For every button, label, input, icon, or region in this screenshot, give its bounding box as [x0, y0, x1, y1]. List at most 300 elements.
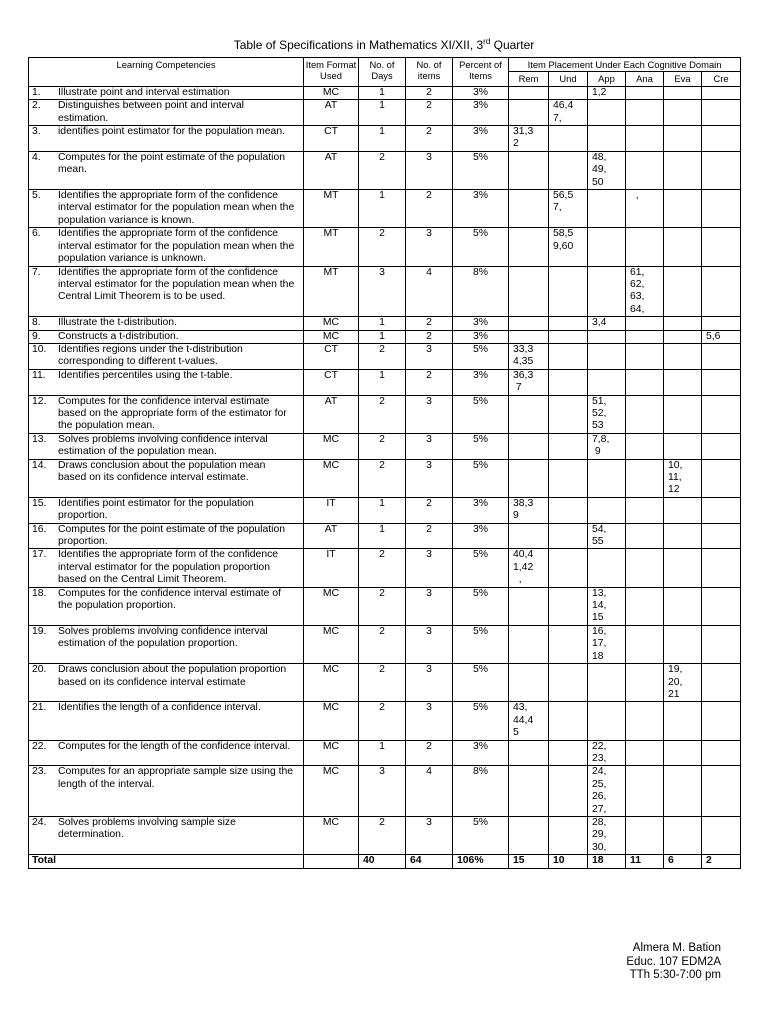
author-schedule: TTh 5:30-7:00 pm: [629, 969, 721, 981]
author-block: [520, 942, 721, 983]
competency-number: 15.: [32, 497, 47, 509]
placement-cell: [588, 702, 626, 740]
placement-cell: [588, 549, 626, 587]
percent-cell: 5%: [453, 433, 509, 459]
placement-cell: [626, 587, 664, 625]
competency-text: Draws conclusion about the population mean based on its confidence interval estimate.: [58, 459, 266, 483]
total-placement: 18: [588, 855, 626, 868]
placement-cell: [626, 549, 664, 587]
item-format-cell: AT: [304, 100, 359, 126]
table-row: [29, 664, 741, 702]
placement-cell: [702, 549, 741, 587]
competency-cell: [29, 343, 304, 369]
items-cell: 3: [406, 343, 453, 369]
days-cell: 2: [359, 433, 406, 459]
percent-cell: 3%: [453, 369, 509, 395]
percent-cell: 8%: [453, 766, 509, 817]
percent-cell: 5%: [453, 151, 509, 189]
placement-cell: [702, 702, 741, 740]
competency-number: 20.: [32, 664, 47, 676]
placement-cell: [588, 343, 626, 369]
placement-cell: 5,6: [702, 330, 741, 343]
placement-cell: [664, 100, 702, 126]
header-competencies: Learning Competencies: [29, 58, 304, 87]
table-row: [29, 395, 741, 433]
placement-cell: [702, 395, 741, 433]
header-domain: Ana: [626, 72, 664, 86]
items-cell: 3: [406, 587, 453, 625]
placement-cell: [664, 816, 702, 854]
placement-cell: [664, 702, 702, 740]
placement-cell: [549, 433, 588, 459]
table-row: [29, 497, 741, 523]
competency-cell: [29, 459, 304, 497]
item-format-cell: MT: [304, 190, 359, 228]
items-cell: 4: [406, 266, 453, 317]
table-row: [29, 317, 741, 330]
placement-cell: [664, 190, 702, 228]
item-format-cell: AT: [304, 523, 359, 549]
placement-cell: [664, 86, 702, 99]
placement-cell: 54, 55: [588, 523, 626, 549]
placement-cell: [626, 126, 664, 152]
percent-cell: 5%: [453, 702, 509, 740]
item-format-cell: MC: [304, 816, 359, 854]
placement-cell: [702, 151, 741, 189]
days-cell: 1: [359, 740, 406, 766]
competency-number: 24.: [32, 816, 47, 828]
days-cell: 2: [359, 702, 406, 740]
competency-text: Identifies the length of a confidence interval.: [58, 702, 261, 714]
total-percent: 106%: [453, 855, 509, 868]
items-cell: 3: [406, 395, 453, 433]
placement-cell: [588, 664, 626, 702]
days-cell: 2: [359, 816, 406, 854]
author-name: Almera M. Bation: [632, 942, 721, 954]
item-format-cell: MC: [304, 317, 359, 330]
placement-cell: [664, 497, 702, 523]
table-row: [29, 100, 741, 126]
item-format-cell: MC: [304, 664, 359, 702]
competency-number: 21.: [32, 702, 47, 714]
table-row: [29, 625, 741, 663]
table-row: [29, 549, 741, 587]
placement-cell: [549, 625, 588, 663]
percent-cell: 5%: [453, 395, 509, 433]
total-placement: 11: [626, 855, 664, 868]
competency-text: Identifies the appropriate form of the confidence interval estimator for the population mean when the population variance is unknown.: [58, 228, 295, 265]
placement-cell: [588, 459, 626, 497]
placement-cell: [702, 86, 741, 99]
placement-cell: 56,5 7,: [549, 190, 588, 228]
placement-cell: 38,3 9: [509, 497, 549, 523]
placement-cell: [702, 228, 741, 266]
competency-cell: [29, 625, 304, 663]
placement-cell: [626, 740, 664, 766]
placement-cell: [549, 766, 588, 817]
placement-cell: [549, 497, 588, 523]
competency-cell: [29, 702, 304, 740]
item-format-cell: IT: [304, 549, 359, 587]
percent-cell: 3%: [453, 497, 509, 523]
placement-cell: [509, 587, 549, 625]
placement-cell: [509, 523, 549, 549]
total-days: 40: [359, 855, 406, 868]
placement-cell: [626, 330, 664, 343]
placement-cell: [509, 740, 549, 766]
competency-cell: [29, 126, 304, 152]
competency-cell: [29, 228, 304, 266]
table-row: [29, 816, 741, 854]
placement-cell: [702, 497, 741, 523]
days-cell: 2: [359, 587, 406, 625]
placement-cell: [664, 433, 702, 459]
placement-cell: 48, 49, 50: [588, 151, 626, 189]
placement-cell: 46,4 7,: [549, 100, 588, 126]
header-domain: Eva: [664, 72, 702, 86]
table-row: [29, 523, 741, 549]
days-cell: 2: [359, 151, 406, 189]
competency-text: Illustrate the t-distribution.: [58, 317, 177, 329]
total-placement: 2: [702, 855, 741, 868]
days-cell: 1: [359, 100, 406, 126]
placement-cell: [664, 395, 702, 433]
placement-cell: [549, 266, 588, 317]
competency-cell: [29, 497, 304, 523]
competency-number: 7.: [32, 266, 41, 278]
placement-cell: [702, 740, 741, 766]
placement-cell: [549, 816, 588, 854]
total-placement: 10: [549, 855, 588, 868]
competency-cell: [29, 317, 304, 330]
item-format-cell: MT: [304, 266, 359, 317]
placement-cell: [664, 549, 702, 587]
items-cell: 2: [406, 126, 453, 152]
placement-cell: [702, 766, 741, 817]
item-format-cell: MC: [304, 625, 359, 663]
items-cell: 3: [406, 625, 453, 663]
item-format-cell: MC: [304, 86, 359, 99]
placement-cell: 13, 14, 15: [588, 587, 626, 625]
placement-cell: [588, 100, 626, 126]
competency-text: Constructs a t-distribution.: [58, 330, 179, 342]
placement-cell: [626, 228, 664, 266]
placement-cell: [626, 459, 664, 497]
placement-cell: [509, 100, 549, 126]
header-percent: Percent of Items: [453, 58, 509, 87]
placement-cell: [664, 523, 702, 549]
placement-cell: [509, 816, 549, 854]
placement-cell: [664, 343, 702, 369]
days-cell: 1: [359, 190, 406, 228]
items-cell: 2: [406, 330, 453, 343]
placement-cell: [702, 523, 741, 549]
days-cell: 1: [359, 330, 406, 343]
placement-cell: [702, 190, 741, 228]
percent-cell: 3%: [453, 523, 509, 549]
days-cell: 2: [359, 625, 406, 663]
items-cell: 3: [406, 228, 453, 266]
competency-cell: [29, 151, 304, 189]
table-row: [29, 740, 741, 766]
placement-cell: [509, 317, 549, 330]
competency-number: 3.: [32, 126, 41, 138]
placement-cell: [588, 497, 626, 523]
placement-cell: [702, 816, 741, 854]
table-row: [29, 702, 741, 740]
competency-cell: [29, 433, 304, 459]
placement-cell: [626, 343, 664, 369]
competency-number: 17.: [32, 549, 47, 561]
competency-text: Illustrate point and interval estimation: [58, 86, 230, 98]
placement-cell: [509, 228, 549, 266]
table-row: [29, 587, 741, 625]
total-items: 64: [406, 855, 453, 868]
percent-cell: 3%: [453, 317, 509, 330]
competency-number: 12.: [32, 395, 47, 407]
placement-cell: [702, 343, 741, 369]
placement-cell: 1,2: [588, 86, 626, 99]
percent-cell: 5%: [453, 625, 509, 663]
competency-text: Identifies the appropriate form of the confidence interval estimator for the population proportion based on the Central Limit Theorem.: [58, 549, 279, 586]
competency-number: 5.: [32, 190, 41, 202]
item-format-cell: CT: [304, 126, 359, 152]
placement-cell: [664, 587, 702, 625]
percent-cell: 5%: [453, 228, 509, 266]
competency-text: Computes for an appropriate sample size using the length of the interval.: [58, 766, 294, 790]
competency-cell: [29, 330, 304, 343]
placement-cell: [626, 369, 664, 395]
competency-number: 14.: [32, 459, 47, 471]
items-cell: 2: [406, 100, 453, 126]
competency-text: Solves problems involving confidence interval estimation of the population proportion.: [58, 625, 268, 650]
competency-text: Identifies point estimator for the population proportion.: [58, 497, 254, 522]
placement-cell: [549, 151, 588, 189]
placement-cell: [626, 816, 664, 854]
table-row: [29, 766, 741, 817]
competency-text: Identifies regions under the t-distribution corresponding to different t-values.: [58, 343, 243, 368]
header-domain: App: [588, 72, 626, 86]
item-format-cell: AT: [304, 151, 359, 189]
items-cell: 3: [406, 433, 453, 459]
competency-cell: [29, 523, 304, 549]
placement-cell: [702, 433, 741, 459]
placement-cell: [664, 369, 702, 395]
placement-cell: [626, 766, 664, 817]
placement-cell: [626, 702, 664, 740]
items-cell: 2: [406, 740, 453, 766]
header-row: [29, 58, 741, 72]
placement-cell: [509, 190, 549, 228]
placement-cell: 24, 25, 26, 27,: [588, 766, 626, 817]
days-cell: 1: [359, 126, 406, 152]
placement-cell: [664, 266, 702, 317]
table-row: [29, 369, 741, 395]
placement-cell: [549, 459, 588, 497]
days-cell: 2: [359, 395, 406, 433]
placement-cell: [509, 395, 549, 433]
placement-cell: [549, 740, 588, 766]
percent-cell: 3%: [453, 100, 509, 126]
percent-cell: 5%: [453, 664, 509, 702]
days-cell: 1: [359, 369, 406, 395]
placement-cell: [549, 369, 588, 395]
placement-cell: [702, 126, 741, 152]
placement-cell: [626, 523, 664, 549]
placement-cell: 19, 20, 21: [664, 664, 702, 702]
placement-cell: 31,3 2: [509, 126, 549, 152]
total-row: [29, 855, 741, 868]
placement-cell: [702, 266, 741, 317]
item-format-cell: MC: [304, 459, 359, 497]
placement-cell: [509, 625, 549, 663]
item-format-cell: MC: [304, 766, 359, 817]
competency-number: 23.: [32, 766, 47, 778]
days-cell: 1: [359, 317, 406, 330]
header-domain: Und: [549, 72, 588, 86]
placement-cell: [549, 317, 588, 330]
placement-cell: [702, 664, 741, 702]
items-cell: 3: [406, 702, 453, 740]
percent-cell: 3%: [453, 86, 509, 99]
percent-cell: 5%: [453, 459, 509, 497]
placement-cell: 33,3 4,35: [509, 343, 549, 369]
placement-cell: [588, 330, 626, 343]
competency-number: 4.: [32, 151, 41, 163]
placement-cell: 3,4: [588, 317, 626, 330]
page-title: Table of Specifications in Mathematics XI/XII, 3rd Quarter: [233, 37, 535, 52]
days-cell: 1: [359, 86, 406, 99]
header-domain: Rem: [509, 72, 549, 86]
item-format-cell: MC: [304, 587, 359, 625]
placement-cell: [626, 317, 664, 330]
placement-cell: [626, 497, 664, 523]
competency-cell: [29, 395, 304, 433]
placement-cell: [626, 100, 664, 126]
item-format-cell: MC: [304, 433, 359, 459]
competency-cell: [29, 190, 304, 228]
competency-number: 11.: [32, 369, 46, 381]
competency-cell: [29, 816, 304, 854]
header-items: No. of items: [406, 58, 453, 87]
placement-cell: [549, 395, 588, 433]
placement-cell: 22, 23,: [588, 740, 626, 766]
placement-cell: [509, 459, 549, 497]
item-format-cell: AT: [304, 395, 359, 433]
placement-cell: [702, 625, 741, 663]
placement-cell: [509, 266, 549, 317]
placement-cell: [549, 549, 588, 587]
placement-cell: [588, 190, 626, 228]
table-row: [29, 433, 741, 459]
percent-cell: 3%: [453, 330, 509, 343]
placement-cell: [549, 587, 588, 625]
items-cell: 2: [406, 190, 453, 228]
placement-cell: [549, 664, 588, 702]
placement-cell: [509, 330, 549, 343]
placement-cell: [588, 369, 626, 395]
items-cell: 3: [406, 459, 453, 497]
placement-cell: [664, 740, 702, 766]
competency-text: Computes for the confidence interval estimate of the population proportion.: [58, 587, 281, 612]
items-cell: 2: [406, 317, 453, 330]
placement-cell: [509, 664, 549, 702]
percent-cell: 5%: [453, 549, 509, 587]
specifications-table: [28, 57, 741, 869]
placement-cell: [626, 151, 664, 189]
competency-number: 18.: [32, 587, 47, 599]
placement-cell: [664, 625, 702, 663]
items-cell: 3: [406, 549, 453, 587]
table-body: [29, 86, 741, 868]
competency-number: 10.: [32, 343, 47, 355]
items-cell: 3: [406, 151, 453, 189]
item-format-cell: CT: [304, 343, 359, 369]
placement-cell: [549, 343, 588, 369]
placement-cell: [549, 702, 588, 740]
placement-cell: 43, 44,4 5: [509, 702, 549, 740]
percent-cell: 3%: [453, 740, 509, 766]
items-cell: 4: [406, 766, 453, 817]
competency-number: 2.: [32, 100, 41, 112]
items-cell: 3: [406, 816, 453, 854]
item-format-cell: CT: [304, 369, 359, 395]
competency-text: Identifies the appropriate form of the confidence interval estimator for the population mean when the population variance is known.: [58, 190, 295, 226]
days-cell: 1: [359, 497, 406, 523]
competency-cell: [29, 740, 304, 766]
placement-cell: [549, 86, 588, 99]
header-item-format: Item Format Used: [304, 58, 359, 87]
competency-text: Draws conclusion about the population proportion based on its confidence interval estimate: [58, 664, 287, 688]
competency-number: 22.: [32, 740, 47, 752]
competency-number: 9.: [32, 330, 41, 342]
placement-cell: 61, 62, 63, 64,: [626, 266, 664, 317]
table-row: [29, 330, 741, 343]
placement-cell: 58,5 9,60: [549, 228, 588, 266]
placement-cell: [664, 330, 702, 343]
competency-text: Distinguishes between point and interval estimation.: [58, 100, 244, 124]
placement-cell: [664, 317, 702, 330]
percent-cell: 5%: [453, 587, 509, 625]
competency-cell: [29, 100, 304, 126]
total-label: Total: [29, 855, 304, 868]
placement-cell: [549, 126, 588, 152]
placement-cell: 40,4 1,42 ,: [509, 549, 549, 587]
days-cell: 2: [359, 549, 406, 587]
competency-cell: [29, 266, 304, 317]
table-row: [29, 151, 741, 189]
competency-number: 1.: [32, 86, 41, 98]
competency-text: Computes for the point estimate of the population mean.: [58, 151, 286, 176]
placement-cell: [509, 151, 549, 189]
table-row: [29, 266, 741, 317]
placement-cell: [588, 228, 626, 266]
placement-cell: 16, 17, 18: [588, 625, 626, 663]
days-cell: 3: [359, 266, 406, 317]
competency-text: Solves problems involving sample size determination.: [58, 816, 236, 841]
competency-text: Computes for the point estimate of the population proportion.: [58, 523, 286, 548]
competency-text: Identifies percentiles using the t-table.: [58, 369, 233, 381]
placement-cell: [702, 317, 741, 330]
competency-cell: [29, 587, 304, 625]
placement-cell: [664, 228, 702, 266]
competency-number: 13.: [32, 433, 47, 445]
item-format-cell: MT: [304, 228, 359, 266]
placement-cell: [509, 766, 549, 817]
percent-cell: 5%: [453, 343, 509, 369]
competency-cell: [29, 766, 304, 817]
competency-cell: [29, 664, 304, 702]
